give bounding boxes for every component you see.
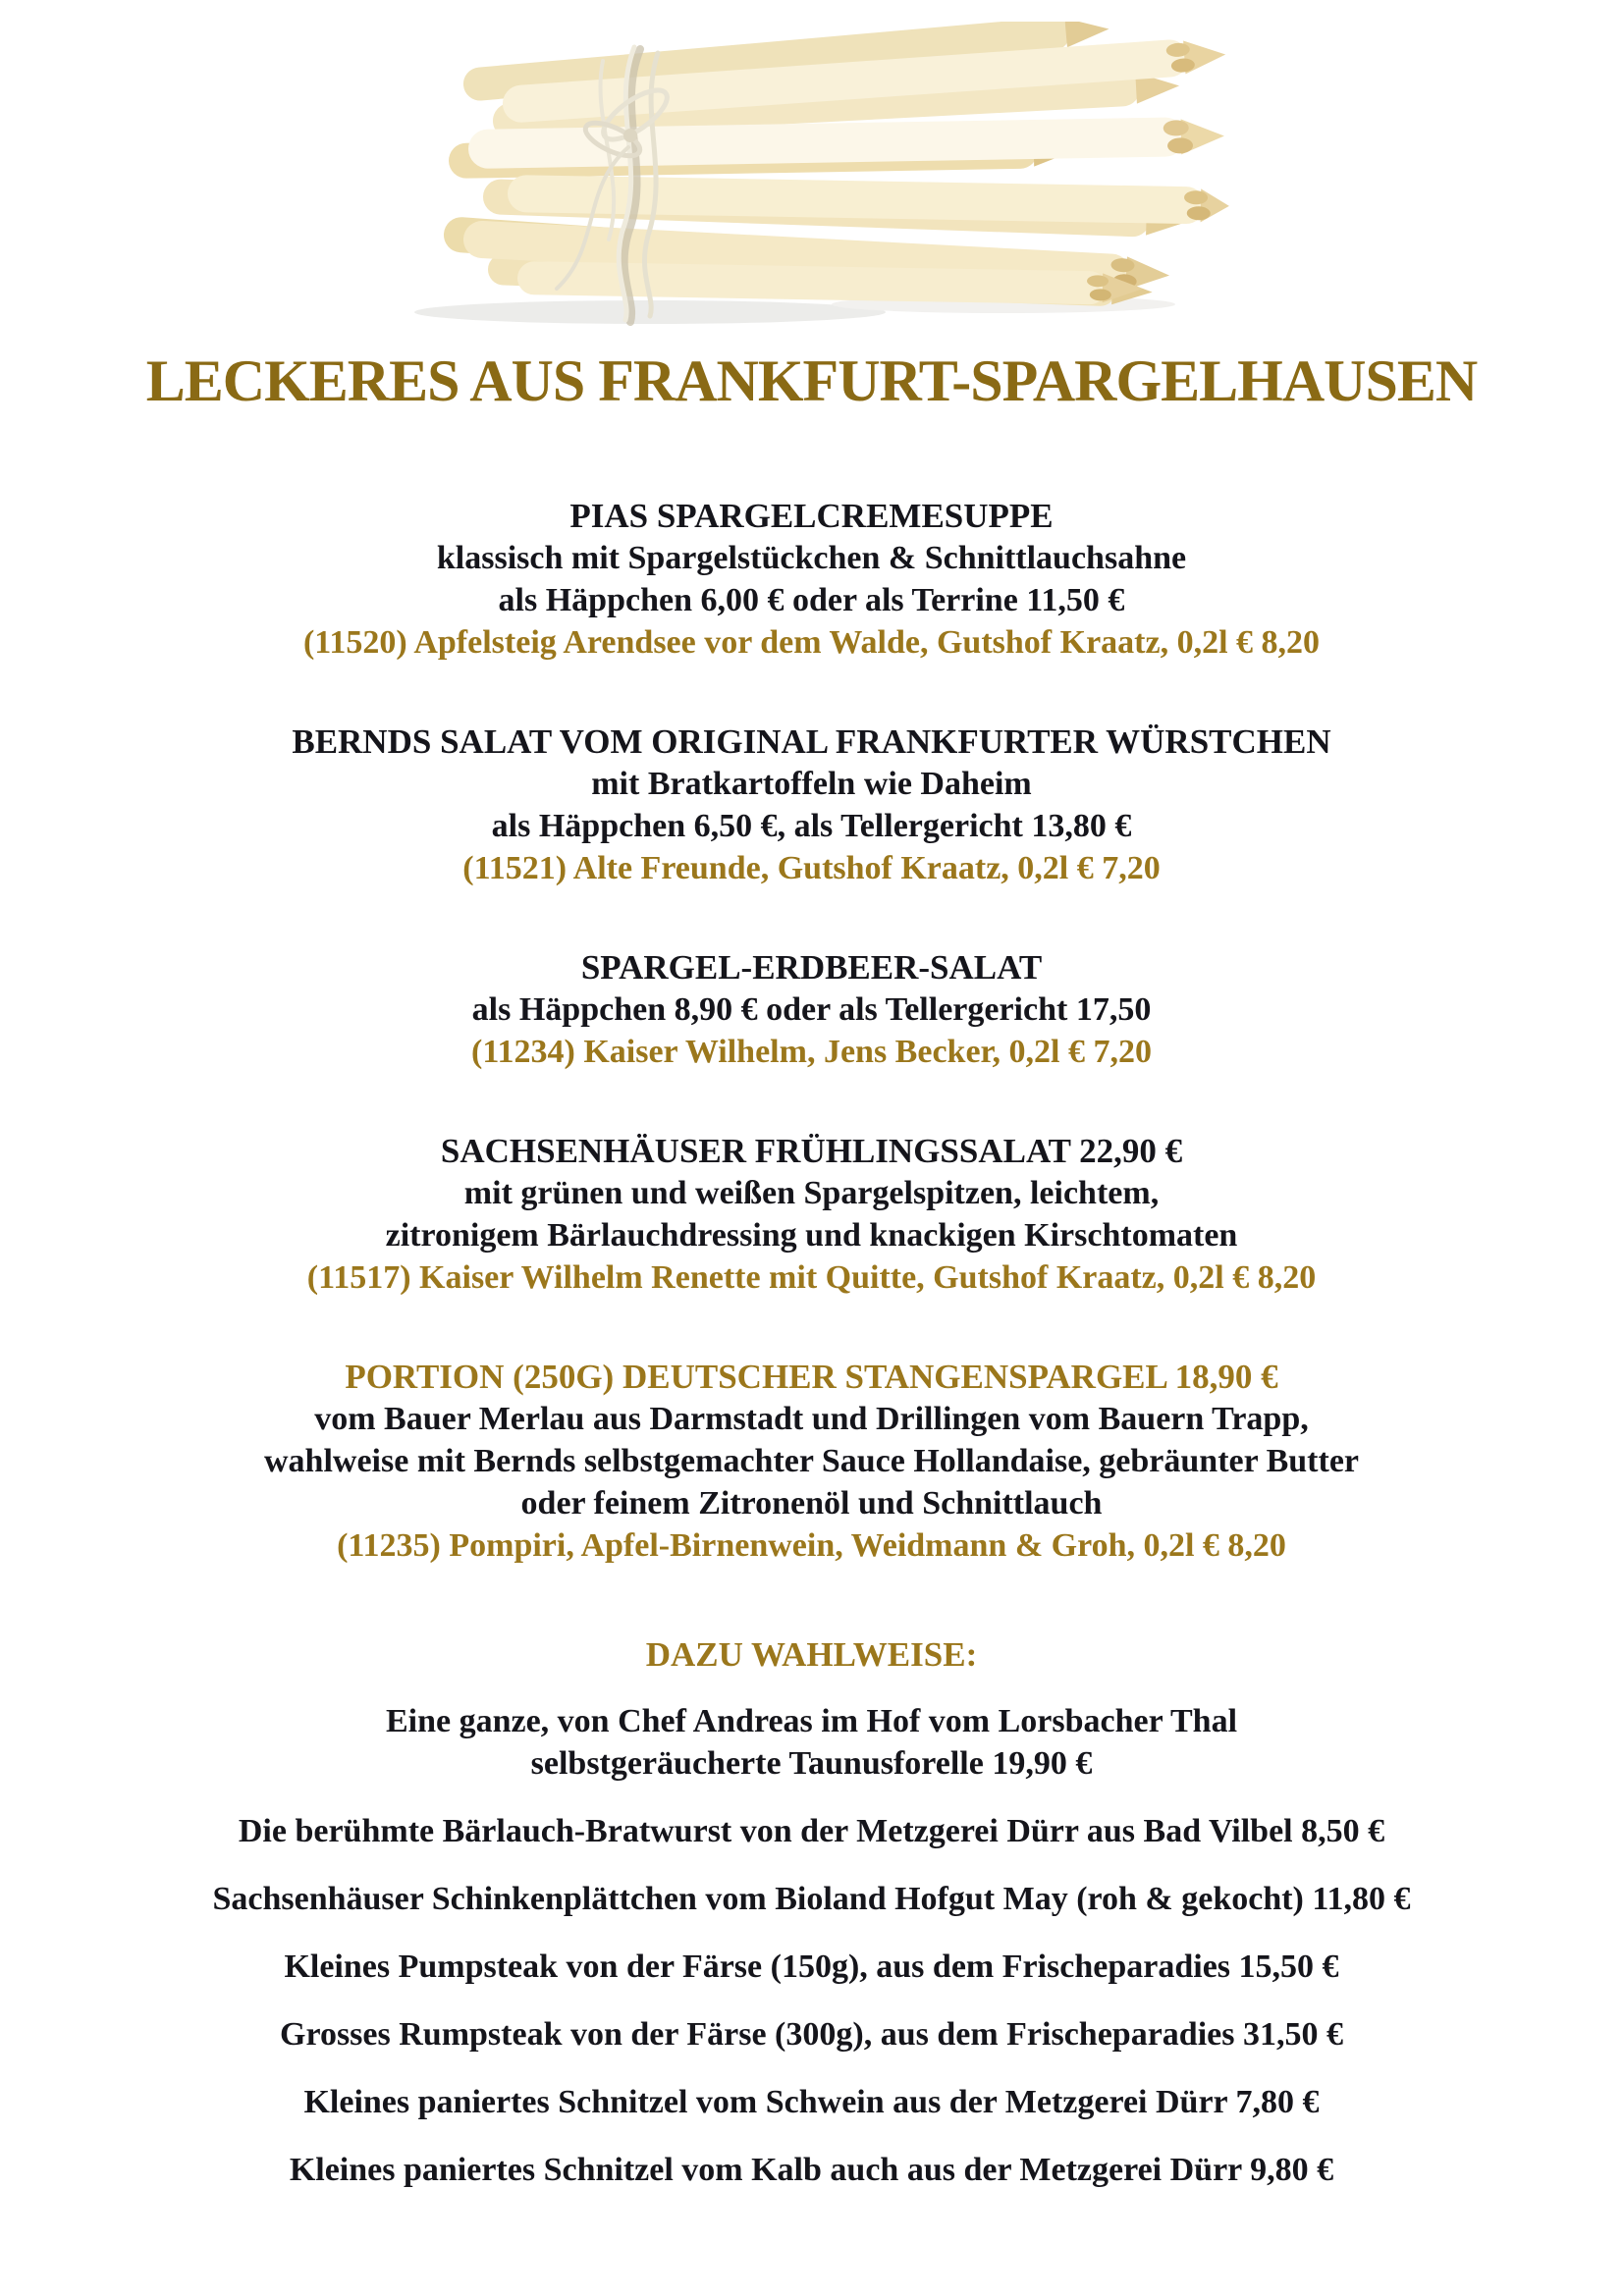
side-item-schinkenplaettchen — [0, 1878, 1623, 1920]
side-item-kleines-pumpsteak — [0, 1946, 1623, 1988]
side-item-line: Grosses Rumpsteak von der Färse (300g), aus dem Frischeparadies 31,50 € — [280, 2016, 1343, 2053]
dish-name: BERNDS SALAT VOM ORIGINAL FRANKFURTER WÜRSTCHEN — [292, 722, 1331, 761]
dish-description-line: mit grünen und weißen Spargelspitzen, leichtem, — [463, 1175, 1160, 1211]
side-item-taunusforelle — [0, 1700, 1623, 1785]
wine-pairing-line: (11520) Apfelsteig Arendsee vor dem Walde, Gutshof Kraatz, 0,2l € 8,20 — [302, 624, 1321, 661]
dish-description-line: klassisch mit Spargelstückchen & Schnittlauchsahne — [436, 540, 1187, 576]
side-item-schnitzel-kalb — [0, 2149, 1623, 2191]
side-item-line: Die berühmte Bärlauch-Bratwurst von der Metzgerei Dürr aus Bad Vilbel 8,50 € — [238, 1813, 1385, 1849]
hero-image-wrap — [0, 0, 1623, 326]
dish-description-line: oder feinem Zitronenöl und Schnittlauch — [520, 1485, 1103, 1522]
side-item-grosses-rumpsteak — [0, 2013, 1623, 2056]
dish-name: PORTION (250G) DEUTSCHER STANGENSPARGEL 18,90 € — [345, 1358, 1278, 1396]
dish-description-line: als Häppchen 6,00 € oder als Terrine 11,50 € — [498, 582, 1125, 618]
wine-pairing-line: (11235) Pompiri, Apfel-Birnenwein, Weidmann & Groh, 0,2l € 8,20 — [337, 1527, 1286, 1564]
side-item-line: selbstgeräucherte Taunusforelle 19,90 € — [530, 1745, 1093, 1782]
dish-description-line: wahlweise mit Bernds selbstgemachter Sauce Hollandaise, gebräunter Butter — [264, 1443, 1359, 1479]
side-item-line: Kleines Pumpsteak von der Färse (150g), aus dem Frischeparadies 15,50 € — [284, 1949, 1339, 1985]
asparagus-photo — [395, 22, 1229, 326]
dish-name: SPARGEL-ERDBEER-SALAT — [580, 948, 1043, 987]
menu-section-spargelcremesuppe — [0, 495, 1623, 664]
wine-pairing-line: (11521) Alte Freunde, Gutshof Kraatz, 0,2l € 7,20 — [462, 850, 1161, 886]
menu-title: LECKERES AUS FRANKFURT-SPARGELHAUSEN — [145, 348, 1478, 413]
menu-section-stangenspargel — [0, 1356, 1623, 1567]
sides-heading: DAZU WAHLWEISE: — [645, 1635, 978, 1674]
menu-section-fruehlingssalat — [0, 1130, 1623, 1299]
dish-description-line: vom Bauer Merlau aus Darmstadt und Drillingen vom Bauern Trapp, — [314, 1401, 1309, 1437]
side-item-line: Kleines paniertes Schnitzel vom Kalb auch aus der Metzgerei Dürr 9,80 € — [289, 2152, 1334, 2188]
dish-name: SACHSENHÄUSER FRÜHLINGSSALAT 22,90 € — [440, 1132, 1183, 1170]
side-item-schnitzel-schwein — [0, 2081, 1623, 2123]
dish-description-line: als Häppchen 8,90 € oder als Tellergericht 17,50 — [471, 991, 1152, 1028]
dish-description-line: zitronigem Bärlauchdressing und knackigen Kirschtomaten — [385, 1217, 1238, 1254]
menu-section-spargel-erdbeer-salat — [0, 946, 1623, 1073]
menu-section-wuerstchensalat — [0, 721, 1623, 889]
side-item-line: Eine ganze, von Chef Andreas im Hof vom Lorsbacher Thal — [385, 1703, 1238, 1739]
side-item-baerlauch-bratwurst — [0, 1810, 1623, 1852]
wine-pairing-line: (11234) Kaiser Wilhelm, Jens Becker, 0,2l € 7,20 — [471, 1034, 1152, 1070]
dish-description-line: als Häppchen 6,50 €, als Tellergericht 13,80 € — [491, 808, 1132, 844]
side-item-line: Kleines paniertes Schnitzel vom Schwein aus der Metzgerei Dürr 7,80 € — [303, 2084, 1320, 2120]
wine-pairing-line: (11517) Kaiser Wilhelm Renette mit Quitte, Gutshof Kraatz, 0,2l € 8,20 — [306, 1259, 1317, 1296]
dish-name: PIAS SPARGELCREMESUPPE — [569, 497, 1054, 535]
dish-description-line: mit Bratkartoffeln wie Daheim — [591, 766, 1032, 802]
side-item-line: Sachsenhäuser Schinkenplättchen vom Bioland Hofgut May (roh & gekocht) 11,80 € — [212, 1881, 1411, 1917]
